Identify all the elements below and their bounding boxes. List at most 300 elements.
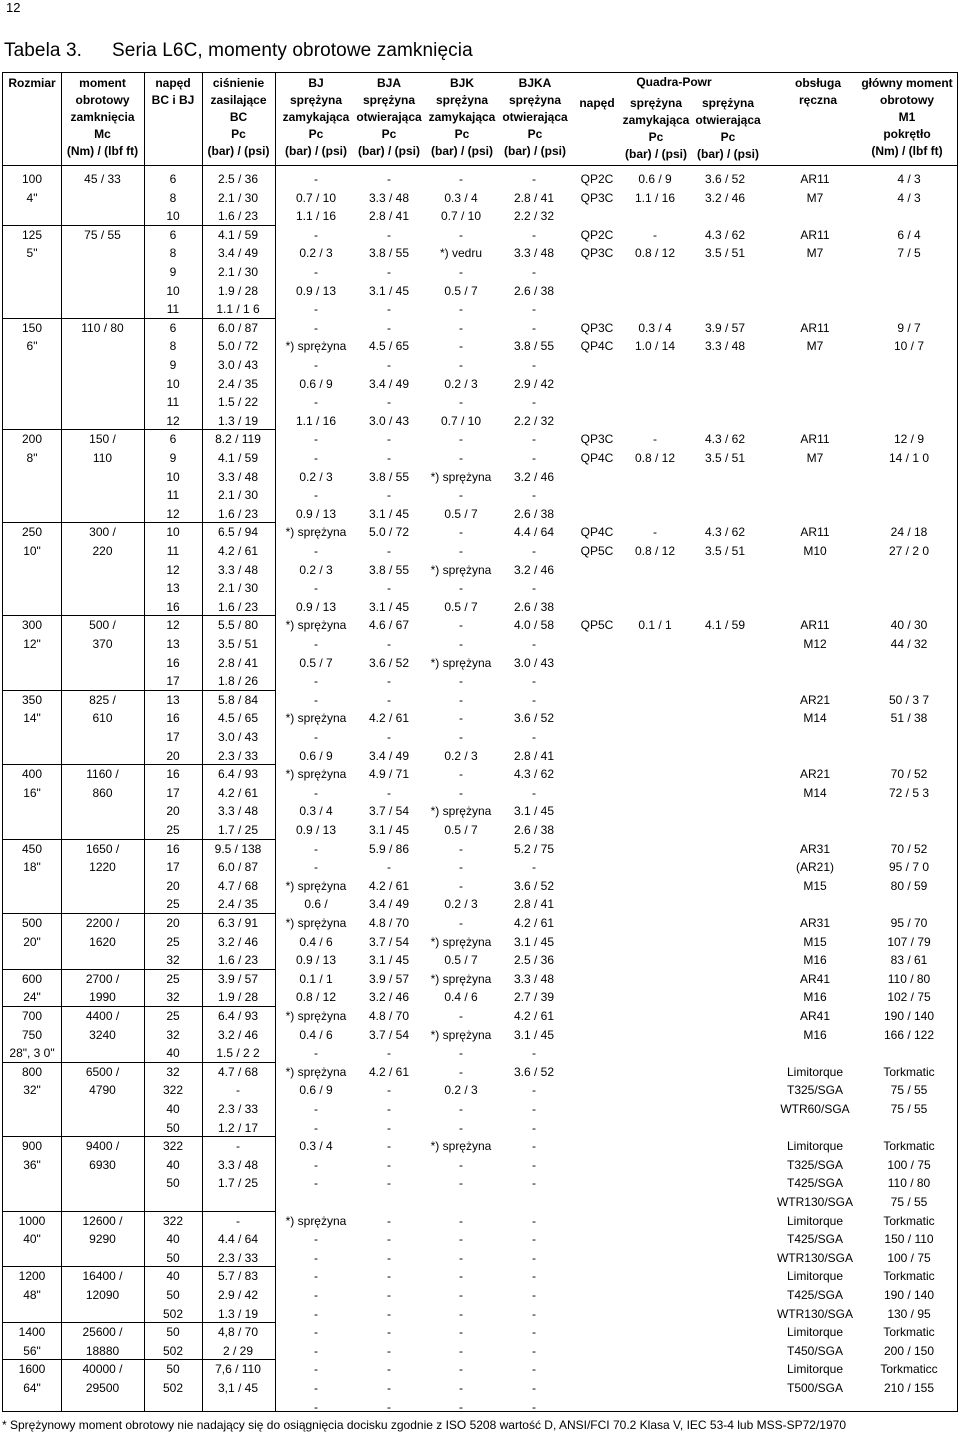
handwheel-torque: 4 / 3 bbox=[897, 190, 921, 205]
header-glowny bbox=[855, 75, 959, 160]
header-line: (bar) / (psi) bbox=[431, 144, 493, 158]
cell-cis: 4.1 / 59 bbox=[217, 451, 259, 465]
moment-value: 220 bbox=[92, 544, 113, 558]
header-moment bbox=[61, 75, 144, 160]
cell-bjka: 2.2 / 32 bbox=[513, 209, 555, 224]
cell-bj: 1.1 / 16 bbox=[295, 413, 337, 428]
cell-cis: 1.6 / 23 bbox=[217, 599, 259, 614]
cell-bj: *) sprężyna bbox=[285, 525, 347, 540]
cell-naped: 8 bbox=[169, 339, 177, 354]
handwheel-torque: Torkmatic bbox=[883, 1139, 935, 1154]
cell-bjka: - bbox=[532, 581, 536, 596]
cell-cis: 5.5 / 80 bbox=[217, 618, 259, 633]
cell-bjk: - bbox=[459, 172, 463, 186]
cell-bja: 3.8 / 55 bbox=[368, 562, 410, 577]
cell-bjk: - bbox=[459, 692, 463, 707]
qp-closing: 0.8 / 12 bbox=[634, 451, 676, 465]
cell-naped: 13 bbox=[166, 692, 180, 707]
cell-bjk: - bbox=[459, 785, 463, 800]
cell-cis: 3.3 / 48 bbox=[217, 562, 259, 577]
cell-cis: 1.3 / 19 bbox=[217, 1306, 259, 1321]
cell-bjk: - bbox=[459, 916, 463, 930]
group-rule bbox=[3, 690, 275, 691]
cell-bjk: *) sprężyna bbox=[430, 1027, 492, 1042]
moment-value: 825 / bbox=[89, 692, 116, 707]
cell-bj: - bbox=[314, 785, 318, 800]
manual-operator: Limitorque bbox=[786, 1139, 844, 1154]
cell-cis: 7,6 / 110 bbox=[215, 1362, 261, 1377]
cell-cis: 1.5 / 22 bbox=[217, 395, 259, 410]
qp-drive: QP4C bbox=[580, 339, 614, 354]
qp-closing: - bbox=[653, 525, 657, 540]
header-line: (bar) / (psi) bbox=[625, 147, 687, 161]
cell-bjka: - bbox=[532, 227, 536, 242]
qp-closing: - bbox=[653, 432, 657, 447]
header-line: ciśnienie bbox=[212, 76, 265, 90]
cell-bja: 5.9 / 86 bbox=[368, 841, 410, 856]
manual-operator: AR41 bbox=[799, 971, 831, 986]
handwheel-torque: 95 / 7 0 bbox=[888, 860, 930, 875]
cell-bj: - bbox=[314, 1102, 318, 1116]
cell-cis: 2.1 / 30 bbox=[217, 581, 259, 596]
cell-bja: 3.0 / 43 bbox=[368, 413, 410, 428]
cell-bj: *) sprężyna bbox=[285, 767, 347, 782]
cell-cis: 1.9 / 28 bbox=[217, 990, 259, 1005]
cell-naped: 16 bbox=[166, 655, 180, 670]
cell-bj: - bbox=[314, 581, 318, 596]
cell-bj: - bbox=[314, 860, 318, 875]
header-line: otwierająca bbox=[695, 113, 761, 127]
cell-bjk: - bbox=[459, 730, 463, 744]
cell-bja: - bbox=[387, 1046, 391, 1061]
manual-operator: AR11 bbox=[800, 525, 830, 540]
handwheel-torque: 150 / 110 bbox=[884, 1232, 934, 1247]
cell-bjk: - bbox=[459, 1064, 463, 1079]
manual-operator: T425/SGA bbox=[786, 1288, 844, 1302]
cell-bjk: 0.2 / 3 bbox=[444, 376, 478, 391]
cell-naped: 12 bbox=[166, 506, 180, 521]
cell-bjka: 4.0 / 58 bbox=[513, 618, 555, 633]
cell-bja: 4.5 / 65 bbox=[368, 339, 410, 354]
cell-bjka: 3.1 / 45 bbox=[513, 804, 555, 819]
handwheel-torque: 51 / 38 bbox=[890, 711, 928, 726]
header-line: (bar) / (psi) bbox=[504, 144, 566, 158]
cell-bjk: - bbox=[459, 432, 463, 447]
manual-operator: M7 bbox=[806, 451, 824, 465]
cell-bja: - bbox=[387, 1288, 391, 1302]
qp-closing: 0.8 / 12 bbox=[634, 246, 676, 261]
cell-bjka: - bbox=[532, 1046, 536, 1061]
cell-bjka: - bbox=[532, 1362, 536, 1377]
header-line: (Nm) / (lbf ft) bbox=[66, 144, 139, 158]
cell-bjka: 3.0 / 43 bbox=[513, 655, 555, 670]
cell-bjk: - bbox=[459, 525, 463, 540]
header-line: moment bbox=[79, 76, 126, 90]
header-line: Pc bbox=[648, 130, 664, 144]
cell-naped: 50 bbox=[166, 1250, 180, 1265]
header-line: sprężyna bbox=[289, 93, 343, 107]
cell-bjk: - bbox=[459, 488, 463, 503]
cell-bjk: - bbox=[459, 767, 463, 782]
group-rule bbox=[3, 1211, 275, 1212]
manual-operator: AR41 bbox=[799, 1009, 831, 1023]
cell-bj: - bbox=[314, 395, 318, 410]
cell-bja: - bbox=[387, 302, 391, 317]
cell-naped: 9 bbox=[169, 265, 177, 279]
cell-bj: *) sprężyna bbox=[285, 916, 347, 930]
cell-bjka: - bbox=[532, 1306, 536, 1321]
cell-cis: 3.3 / 48 bbox=[217, 469, 259, 484]
moment-value: 16400 / bbox=[82, 1269, 123, 1284]
handwheel-torque: 190 / 140 bbox=[883, 1009, 935, 1023]
cell-naped: 8 bbox=[169, 190, 177, 205]
moment-value: 6930 bbox=[89, 1157, 116, 1172]
cell-cis: 6.3 / 91 bbox=[217, 916, 259, 930]
cell-bjka: - bbox=[532, 1269, 536, 1284]
handwheel-torque: 210 / 155 bbox=[883, 1381, 935, 1395]
cell-bja: 3.7 / 54 bbox=[368, 804, 410, 819]
cell-naped: 10 bbox=[166, 469, 180, 484]
cell-naped: 322 bbox=[162, 1213, 184, 1228]
cell-bjk: - bbox=[459, 581, 463, 596]
cell-bj: 0.6 / 9 bbox=[299, 1083, 333, 1098]
cell-bjka: - bbox=[532, 432, 536, 447]
cell-naped: 11 bbox=[166, 302, 180, 317]
cell-bjk: 0.5 / 7 bbox=[444, 599, 478, 614]
header-line: (bar) / (psi) bbox=[697, 147, 759, 161]
group-rule bbox=[3, 429, 275, 430]
moment-value: 40000 / bbox=[82, 1362, 123, 1377]
cell-bjka: - bbox=[532, 451, 536, 465]
cell-bja: - bbox=[387, 320, 391, 335]
cell-bj: 0.5 / 7 bbox=[299, 655, 333, 670]
group-rule bbox=[3, 764, 275, 765]
handwheel-torque: 130 / 95 bbox=[887, 1306, 931, 1321]
cell-bjka: 5.2 / 75 bbox=[513, 841, 555, 856]
cell-bj: - bbox=[314, 841, 318, 856]
group-rule bbox=[3, 1006, 275, 1007]
cell-bjk: - bbox=[459, 711, 463, 726]
qp-closing: 0.3 / 4 bbox=[638, 320, 672, 335]
manual-operator: M15 bbox=[803, 934, 827, 949]
cell-naped: 25 bbox=[166, 897, 180, 912]
cell-cis: - bbox=[236, 1083, 240, 1098]
qp-drive: QP5C bbox=[580, 618, 614, 633]
header-cisnienie bbox=[202, 75, 275, 160]
cell-bjka: 2.8 / 41 bbox=[513, 748, 555, 763]
cell-cis: 4.1 / 59 bbox=[217, 227, 259, 242]
cell-naped: 40 bbox=[166, 1102, 180, 1116]
handwheel-torque: 40 / 30 bbox=[890, 618, 928, 633]
header-line: Pc bbox=[720, 130, 736, 144]
size-value: 64" bbox=[23, 1381, 41, 1395]
size-value: 10" bbox=[23, 544, 41, 558]
header-line: Rozmiar bbox=[8, 76, 56, 90]
cell-bja: - bbox=[387, 265, 391, 279]
cell-bja: 4.9 / 71 bbox=[368, 767, 410, 782]
header-line: BJKA bbox=[518, 76, 552, 90]
moment-value: 300 / bbox=[89, 525, 116, 540]
group-rule bbox=[3, 1322, 275, 1323]
handwheel-torque: 100 / 75 bbox=[887, 1157, 931, 1172]
header-q-otw bbox=[691, 95, 765, 163]
cell-naped: 20 bbox=[166, 878, 180, 893]
size-value: 600 bbox=[21, 971, 43, 986]
cell-bjka: - bbox=[532, 320, 536, 335]
handwheel-torque: 70 / 52 bbox=[890, 841, 928, 856]
cell-bja: 3.1 / 45 bbox=[368, 953, 410, 968]
qp-opening: 4.3 / 62 bbox=[704, 525, 746, 540]
size-value: 18" bbox=[23, 860, 41, 875]
cell-bjk: *) sprężyna bbox=[430, 804, 492, 819]
cell-bj: - bbox=[314, 1120, 318, 1135]
qp-opening: 3.5 / 51 bbox=[704, 451, 746, 465]
handwheel-torque: 75 / 55 bbox=[890, 1083, 928, 1098]
cell-bja: - bbox=[387, 451, 391, 465]
moment-value: 9290 bbox=[89, 1232, 116, 1247]
cell-bjk: - bbox=[459, 358, 463, 372]
cell-cis: 2.8 / 41 bbox=[217, 655, 259, 670]
cell-cis: 1.5 / 2 2 bbox=[216, 1046, 260, 1061]
manual-operator: M7 bbox=[806, 190, 824, 205]
header-line: BJK bbox=[449, 76, 474, 90]
cell-bj: - bbox=[314, 1343, 318, 1358]
manual-operator: AR31 bbox=[799, 841, 831, 856]
cell-bjka: 2.6 / 38 bbox=[513, 599, 555, 614]
manual-operator: M14 bbox=[803, 785, 827, 800]
cell-bjka: - bbox=[532, 1250, 536, 1265]
header-line: (bar) / (psi) bbox=[207, 144, 270, 158]
cell-bja: 3.8 / 55 bbox=[368, 469, 410, 484]
header-line: sprężyna bbox=[701, 96, 755, 110]
header-naped bbox=[144, 75, 202, 109]
handwheel-torque: Torkmatic bbox=[883, 1064, 935, 1079]
header-line: BC bbox=[229, 110, 248, 124]
handwheel-torque: 110 / 80 bbox=[887, 1176, 931, 1191]
cell-cis: 3.2 / 46 bbox=[217, 934, 259, 949]
qp-drive: QP2C bbox=[580, 227, 614, 242]
cell-bjk: - bbox=[459, 1102, 463, 1116]
size-value: 700 bbox=[21, 1009, 43, 1023]
header-line: obrotowy bbox=[75, 93, 130, 107]
handwheel-torque: 14 / 1 0 bbox=[888, 451, 930, 465]
cell-bjka: - bbox=[532, 1120, 536, 1135]
cell-cis: 2.5 / 36 bbox=[217, 172, 259, 186]
cell-bja: - bbox=[387, 637, 391, 651]
header-line: zasilające bbox=[210, 93, 267, 107]
cell-bjk: - bbox=[459, 1399, 463, 1414]
cell-bjk: - bbox=[459, 1343, 463, 1358]
header-q-zamyk bbox=[619, 95, 693, 163]
size-value: 32" bbox=[23, 1083, 41, 1098]
cell-bja: 3.1 / 45 bbox=[368, 506, 410, 521]
manual-operator: Limitorque bbox=[786, 1213, 844, 1228]
qp-drive: QP3C bbox=[580, 246, 614, 261]
cell-bjk: - bbox=[459, 674, 463, 689]
cell-bj: - bbox=[314, 451, 318, 465]
cell-cis: 2.3 / 33 bbox=[217, 1102, 259, 1116]
handwheel-torque: 7 / 5 bbox=[897, 246, 921, 261]
moment-value: 6500 / bbox=[85, 1064, 120, 1079]
cell-bj: 0.2 / 3 bbox=[299, 562, 333, 577]
cell-bjka: - bbox=[532, 1176, 536, 1191]
cell-bja: - bbox=[387, 1232, 391, 1247]
cell-naped: 9 bbox=[169, 451, 177, 465]
cell-cis: 3.2 / 46 bbox=[217, 1027, 259, 1042]
group-rule bbox=[3, 839, 275, 840]
cell-bj: *) sprężyna bbox=[285, 878, 347, 893]
cell-bja: - bbox=[387, 1381, 391, 1395]
cell-cis: 5.7 / 83 bbox=[217, 1269, 259, 1284]
qp-closing: 1.0 / 14 bbox=[634, 339, 676, 354]
size-value: 400 bbox=[21, 767, 43, 782]
header-line: napęd bbox=[579, 96, 615, 110]
size-value: 350 bbox=[21, 692, 43, 707]
handwheel-torque: 83 / 61 bbox=[890, 953, 928, 968]
header-q-naped bbox=[569, 95, 625, 112]
cell-bjka: - bbox=[532, 1102, 536, 1116]
moment-value: 9400 / bbox=[85, 1139, 120, 1154]
handwheel-torque: Torkmaticc bbox=[880, 1362, 938, 1377]
cell-bjk: - bbox=[459, 860, 463, 875]
cell-naped: 32 bbox=[166, 990, 180, 1005]
size-value: 5" bbox=[26, 246, 38, 261]
handwheel-torque: 110 / 80 bbox=[887, 971, 931, 986]
cell-bj: - bbox=[314, 1306, 318, 1321]
moment-value: 1160 / bbox=[86, 767, 119, 782]
manual-operator: T500/SGA bbox=[786, 1381, 844, 1395]
cell-bjk: 0.7 / 10 bbox=[440, 209, 482, 224]
cell-bjka: - bbox=[532, 544, 536, 558]
cell-cis: 2.3 / 33 bbox=[217, 748, 259, 763]
cell-bj: *) sprężyna bbox=[285, 711, 347, 726]
qp-drive: QP5C bbox=[580, 544, 614, 558]
manual-operator: AR11 bbox=[800, 227, 830, 242]
cell-bjk: - bbox=[459, 637, 463, 651]
manual-operator: WTR60/SGA bbox=[780, 1102, 850, 1116]
cell-naped: 6 bbox=[169, 227, 177, 242]
cell-naped: 25 bbox=[166, 934, 180, 949]
moment-value: 500 / bbox=[89, 618, 116, 633]
header-line: obsługa bbox=[794, 76, 841, 90]
header-line: obrotowy bbox=[880, 93, 934, 107]
handwheel-torque: 6 / 4 bbox=[897, 227, 921, 242]
cell-cis: 1.9 / 28 bbox=[217, 283, 259, 298]
cell-bjk: - bbox=[459, 1157, 463, 1172]
moment-value: 1990 bbox=[89, 990, 116, 1005]
qp-closing: 0.8 / 12 bbox=[634, 544, 676, 558]
group-rule bbox=[3, 913, 275, 914]
cell-bja: - bbox=[387, 730, 391, 744]
cell-bja: - bbox=[387, 1176, 391, 1191]
group-rule bbox=[3, 615, 275, 616]
cell-cis: - bbox=[236, 1213, 240, 1228]
cell-bjka: - bbox=[532, 785, 536, 800]
cell-bjk: - bbox=[459, 1325, 463, 1340]
cell-bj: 0.3 / 4 bbox=[299, 804, 333, 819]
cell-bj: 0.7 / 10 bbox=[295, 190, 337, 205]
table-caption: Seria L6C, momenty obrotowe zamknięcia bbox=[112, 40, 473, 61]
cell-bjka: - bbox=[532, 674, 536, 689]
cell-bjka: 3.2 / 46 bbox=[513, 562, 555, 577]
cell-naped: 25 bbox=[166, 823, 180, 837]
cell-bja: - bbox=[387, 395, 391, 410]
cell-bjka: 3.2 / 46 bbox=[513, 469, 555, 484]
cell-bjk: - bbox=[459, 451, 463, 465]
cell-bjk: - bbox=[459, 320, 463, 335]
cell-bjk: 0.2 / 3 bbox=[444, 897, 478, 912]
manual-operator: AR21 bbox=[799, 692, 831, 707]
handwheel-torque: 72 / 5 3 bbox=[888, 785, 930, 800]
size-value: 6" bbox=[26, 339, 38, 354]
moment-value: 25600 / bbox=[82, 1325, 123, 1340]
cell-bj: 0.8 / 12 bbox=[295, 990, 337, 1005]
qp-opening: 4.3 / 62 bbox=[704, 432, 746, 447]
cell-bja: - bbox=[387, 432, 391, 447]
cell-bj: 0.9 / 13 bbox=[295, 283, 337, 298]
qp-drive: QP3C bbox=[580, 320, 614, 335]
cell-bjka: 2.8 / 41 bbox=[513, 897, 555, 912]
cell-bja: 3.3 / 48 bbox=[368, 190, 410, 205]
cell-naped: 322 bbox=[162, 1083, 184, 1098]
cell-naped: 40 bbox=[166, 1232, 180, 1247]
header-line: BJA bbox=[376, 76, 401, 90]
cell-bjka: - bbox=[532, 1343, 536, 1358]
cell-naped: 50 bbox=[166, 1176, 180, 1191]
cell-bjk: - bbox=[459, 1120, 463, 1135]
cell-bja: - bbox=[387, 1269, 391, 1284]
manual-operator: T325/SGA bbox=[786, 1157, 844, 1172]
cell-bjka: 4.4 / 64 bbox=[513, 525, 555, 540]
manual-operator: M15 bbox=[803, 878, 827, 893]
group-rule bbox=[3, 969, 275, 970]
cell-bjka: 2.2 / 32 bbox=[513, 413, 555, 428]
cell-bja: - bbox=[387, 1306, 391, 1321]
manual-operator: WTR130/SGA bbox=[776, 1306, 854, 1321]
header-rule bbox=[3, 165, 957, 166]
cell-naped: 32 bbox=[166, 953, 180, 968]
cell-bj: - bbox=[314, 1232, 318, 1247]
size-value: 1000 bbox=[18, 1213, 46, 1228]
cell-bjk: - bbox=[459, 1269, 463, 1284]
header-line: zamykająca bbox=[282, 110, 350, 124]
header-line: (Nm) / (lbf ft) bbox=[871, 144, 943, 158]
header-line: sprężyna bbox=[629, 96, 683, 110]
cell-bj: 0.1 / 1 bbox=[299, 971, 333, 986]
header-line: Pc bbox=[308, 127, 324, 141]
size-value: 200 bbox=[21, 432, 43, 447]
cell-bja: - bbox=[387, 1157, 391, 1172]
cell-cis: 6.0 / 87 bbox=[217, 320, 259, 335]
moment-value: 1650 / bbox=[85, 841, 120, 856]
cell-bj: - bbox=[314, 730, 318, 744]
cell-bja: 4.8 / 70 bbox=[368, 916, 410, 930]
handwheel-torque: 200 / 150 bbox=[883, 1343, 935, 1358]
size-value: 450 bbox=[21, 841, 43, 856]
manual-operator: WTR130/SGA bbox=[776, 1250, 854, 1265]
cell-bja: - bbox=[387, 1325, 391, 1340]
column-divider bbox=[275, 73, 276, 1411]
group-rule bbox=[3, 1136, 275, 1137]
cell-naped: 17 bbox=[166, 674, 180, 689]
cell-bj: - bbox=[314, 1325, 318, 1340]
manual-operator: T450/SGA bbox=[786, 1343, 844, 1358]
size-value: 14" bbox=[23, 711, 41, 726]
handwheel-torque: 75 / 55 bbox=[890, 1195, 928, 1209]
cell-bjk: - bbox=[459, 227, 463, 242]
handwheel-torque: 166 / 122 bbox=[883, 1027, 935, 1042]
cell-naped: 16 bbox=[166, 711, 180, 726]
